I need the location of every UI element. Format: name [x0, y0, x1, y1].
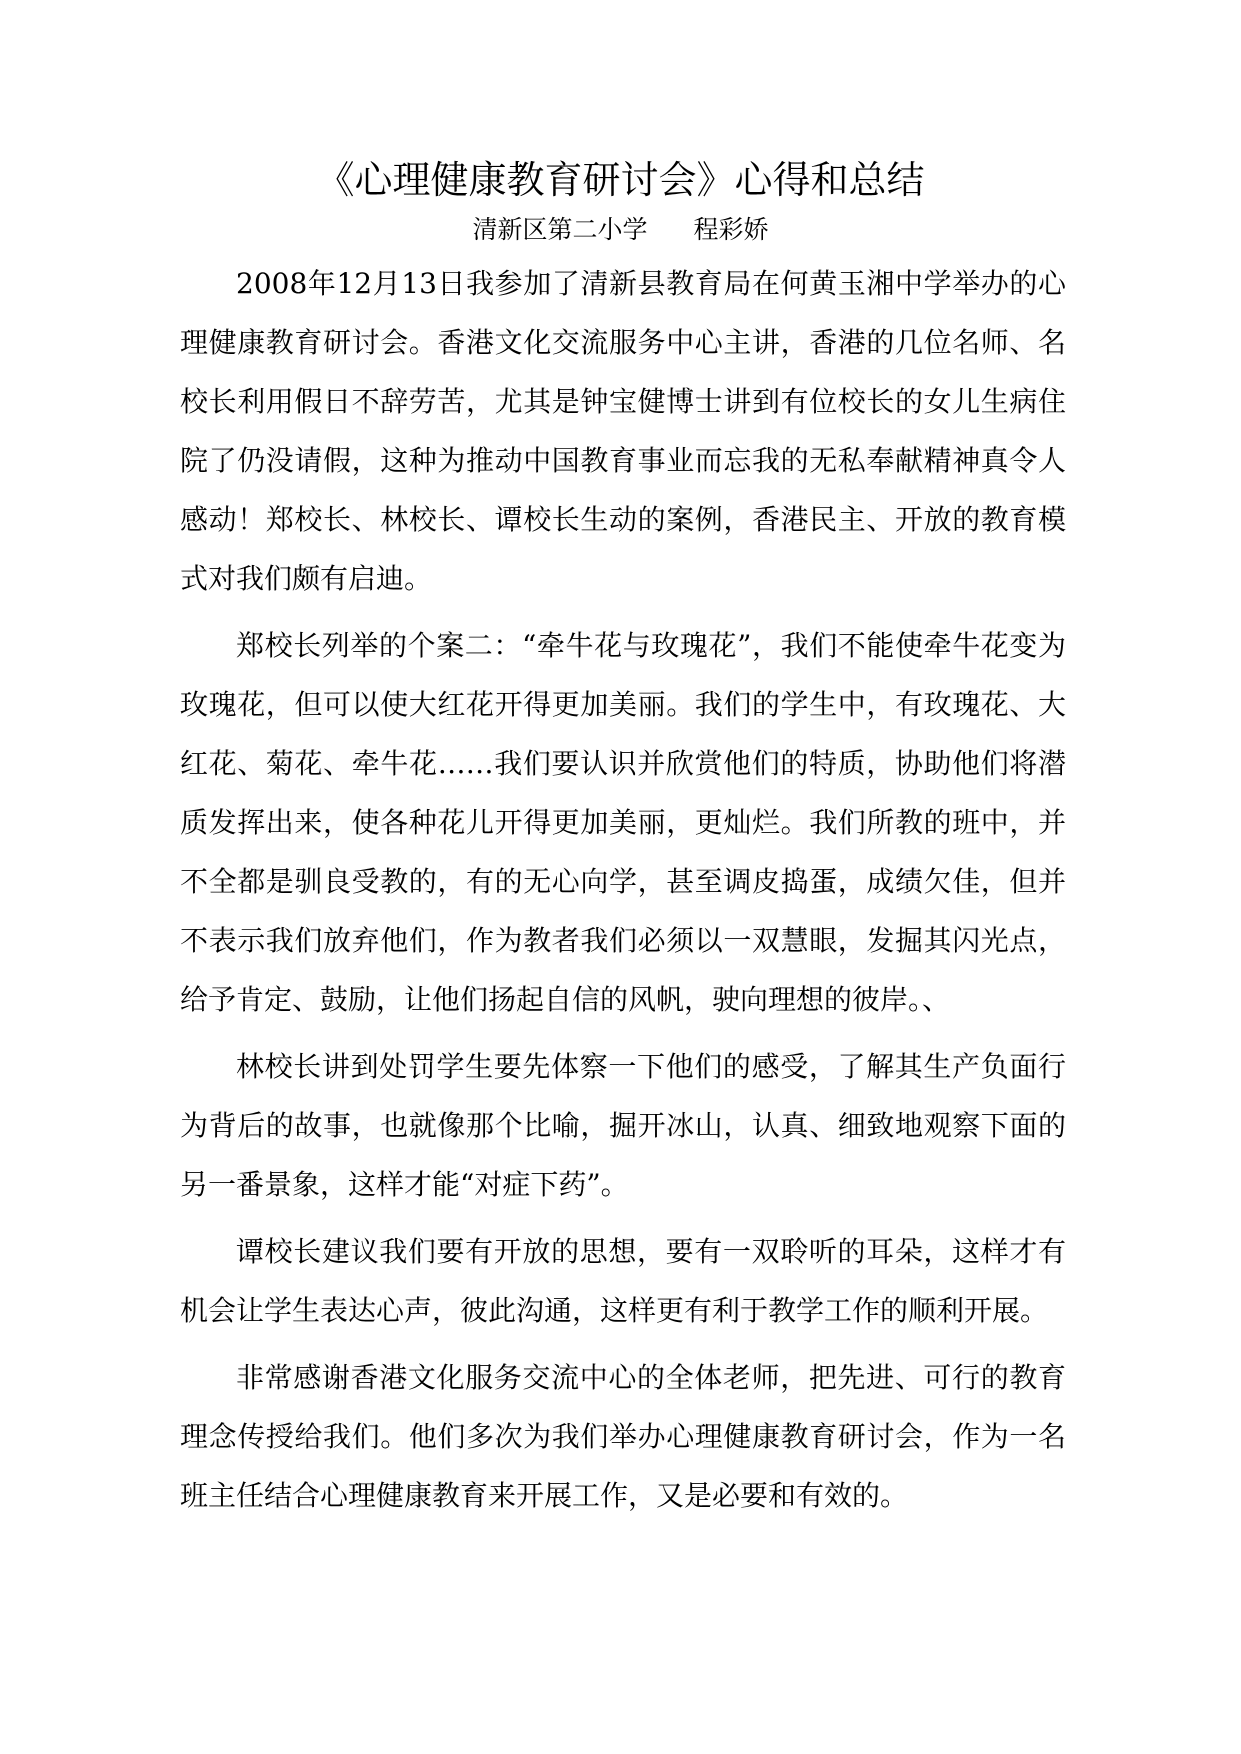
- paragraph-principal-zheng: 郑校长列举的个案二：“牵牛花与玫瑰花”，我们不能使牵牛花变为玫瑰花，但可以使大红花开得更加美丽。我们的学生中，有玫瑰花、大红花、菊花、牵牛花……我们要认识并欣赏他们的特质，协助他们将潜质发挥出来，使各种花儿开得更加美丽，更灿烂。我们所教的班中，并不全都是驯良受教的，有的无心向学，甚至调皮捣蛋，成绩欠佳，但并不表示我们放弃他们，作为教者我们必须以一双慧眼，发掘其闪光点，给予肯定、鼓励，让他们扬起自信的风帆，驶向理想的彼岸。、: [180, 629, 1066, 1016]
- byline-school: 清新区第二小学: [472, 215, 648, 244]
- document-title: 《心理健康教育研讨会》心得和总结: [316, 158, 925, 202]
- paragraph-principal-tan: 谭校长建议我们要有开放的思想，要有一双聆听的耳朵，这样才有机会让学生表达心声，彼此沟通，这样更有利于教学工作的顺利开展。: [180, 1235, 1066, 1327]
- byline: [0, 208, 1241, 252]
- paragraph-principal-lin: 林校长讲到处罚学生要先体察一下他们的感受，了解其生产负面行为背后的故事，也就像那个比喻，掘开冰山，认真、细致地观察下面的另一番景象，这样才能“对症下药”。: [180, 1050, 1066, 1201]
- paragraph-seminar-intro: 2008年12月13日我参加了清新县教育局在何黄玉湘中学举办的心理健康教育研讨会。香港文化交流服务中心主讲，香港的几位名师、名校长利用假日不辞劳苦，尤其是钟宝健博士讲到有位校长的女儿生病住院了仍没请假，这种为推动中国教育事业而忘我的无私奉献精神真令人感动！郑校长、林校长、谭校长生动的案例，香港民主、开放的教育模式对我们颇有启迪。: [180, 267, 1066, 595]
- byline-author: 程彩娇: [693, 215, 769, 244]
- document-body: [180, 254, 1066, 1533]
- paragraph-thanks: 非常感谢香港文化服务交流中心的全体老师，把先进、可行的教育理念传授给我们。他们多次为我们举办心理健康教育研讨会，作为一名班主任结合心理健康教育来开展工作，又是必要和有效的。: [180, 1361, 1066, 1512]
